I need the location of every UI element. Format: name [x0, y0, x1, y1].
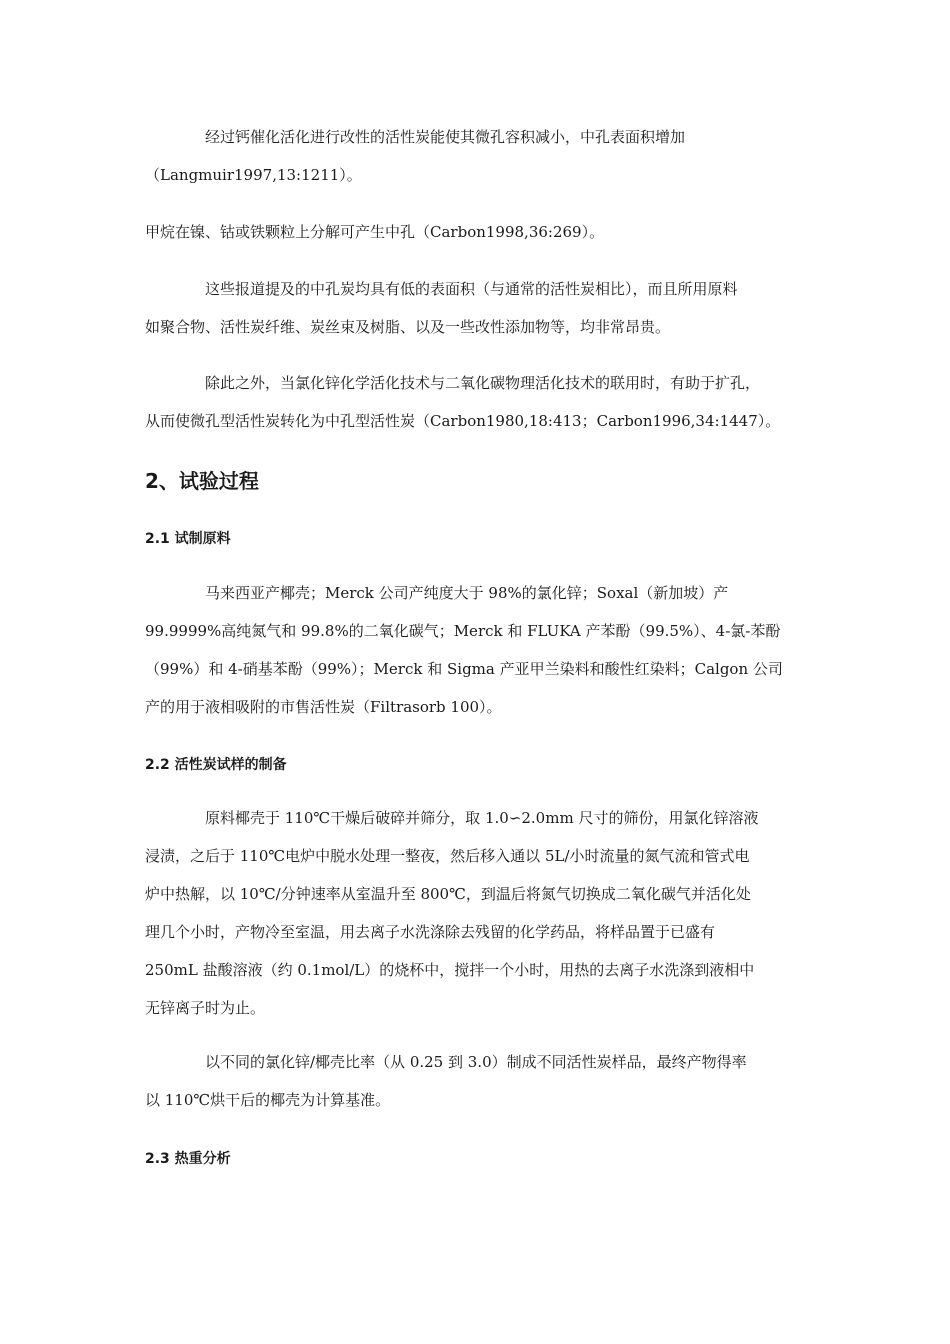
text-line: 以不同的氯化锌/椰壳比率（从 0.25 到 3.0）制成不同活性炭样品，最终产物得率	[205, 1053, 747, 1071]
section-heading-2: 2、试验过程	[145, 469, 259, 493]
text-line: 经过钙催化活化进行改性的活性炭能使其微孔容积减小，中孔表面积增加	[205, 128, 686, 146]
paragraph-raw-materials	[145, 574, 810, 726]
text-line: 浸渍，之后于 110℃电炉中脱水处理一整夜，然后移入通以 5L/小时流量的氮气流和管式电	[145, 847, 750, 865]
paragraph-reported-mesoporous-carbon	[145, 270, 810, 346]
text-line: 无锌离子时为止。	[145, 999, 266, 1017]
text-line: 马来西亚产椰壳；Merck 公司产纯度大于 98%的氯化锌；Soxal（新加坡）产	[205, 584, 729, 602]
paragraph-sample-preparation	[145, 799, 810, 1027]
section-heading-2-3: 2.3 热重分析	[145, 1151, 231, 1167]
paragraph-combined-activation	[145, 364, 810, 440]
text-line: 理几个小时，产物冷至室温，用去离子水洗涤除去残留的化学药品，将样品置于已盛有	[145, 923, 716, 941]
text-line: 这些报道提及的中孔炭均具有低的表面积（与通常的活性炭相比），而且所用原料	[205, 280, 738, 298]
text-line: （Langmuir1997,13:1211）。	[145, 166, 362, 184]
text-line: 99.9999%高纯氮气和 99.8%的二氧化碳气；Merck 和 FLUKA 产苯酚（99.5%）、4-氯-苯酚	[145, 622, 781, 640]
text-line: 产的用于液相吸附的市售活性炭（Filtrasorb 100）。	[145, 698, 502, 716]
text-line: （99%）和 4-硝基苯酚（99%）；Merck 和 Sigma 产亚甲兰染料和酸性红染料；Calgon 公司	[145, 660, 783, 678]
text-line: 以 110℃烘干后的椰壳为计算基准。	[145, 1091, 391, 1109]
text-line: 原料椰壳于 110℃干燥后破碎并筛分，取 1.0∽2.0mm 尺寸的筛份，用氯化锌溶液	[205, 809, 759, 827]
paragraph-methane-decomposition	[145, 213, 810, 251]
section-heading-2-2: 2.2 活性炭试样的制备	[145, 757, 287, 773]
text-line: 如聚合物、活性炭纤维、炭丝束及树脂、以及一些改性添加物等，均非常昂贵。	[145, 318, 671, 336]
section-heading-2-1: 2.1 试制原料	[145, 531, 231, 547]
text-line: 250mL 盐酸溶液（约 0.1mol/L）的烧杯中，搅拌一个小时，用热的去离子水洗涤到液相中	[145, 961, 755, 979]
paragraph-yield-basis	[145, 1043, 810, 1119]
text-line: 除此之外，当氯化锌化学活化技术与二氧化碳物理活化技术的联用时，有助于扩孔，	[205, 374, 761, 392]
text-line: 甲烷在镍、钴或铁颗粒上分解可产生中孔（Carbon1998,36:269）。	[145, 223, 605, 241]
text-line: 炉中热解，以 10℃/分钟速率从室温升至 800℃，到温后将氮气切换成二氧化碳气并活化处	[145, 885, 751, 903]
paragraph-calcium-activation	[145, 118, 810, 194]
text-line: 从而使微孔型活性炭转化为中孔型活性炭（Carbon1980,18:413；Carbon1996,34:1447）。	[145, 412, 781, 430]
